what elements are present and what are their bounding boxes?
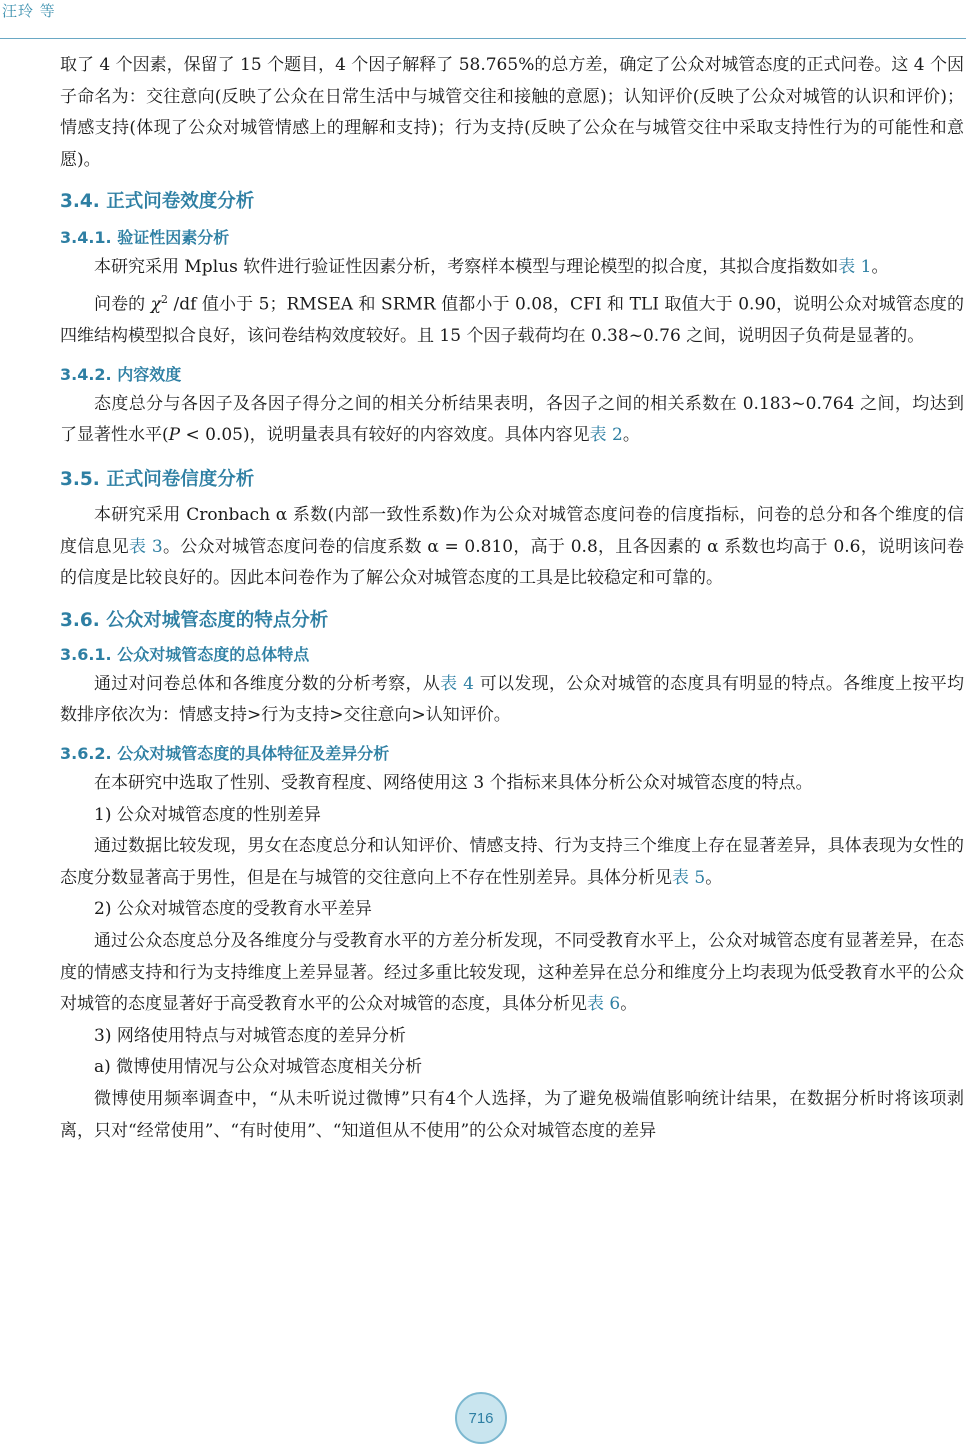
subsection-heading-3-6-1: 3.6.1. 公众对城管态度的总体特点: [60, 644, 310, 664]
subsection-heading-3-4-1: 3.4.1. 验证性因素分析: [60, 228, 230, 248]
paragraph-overall-features: [60, 669, 964, 732]
section-heading-3-5: 3.5. 正式问卷信度分析: [60, 469, 255, 490]
subsection-heading-3-6-2: 3.6.2. 公众对城管态度的具体特征及差异分析: [60, 743, 390, 763]
text-run: 本研究采用 Mplus 软件进行验证性因素分析，考察样本模型与理论模型的拟合度，其拟合度指数如: [94, 257, 839, 278]
section-heading-3-4: 3.4. 正式问卷效度分析: [60, 191, 255, 213]
paragraph-reliability: [60, 500, 964, 595]
paragraph-factor-summary: 取了 4 个因素，保留了 15 个题目，4 个因子解释了 58.765%的总方差，确定了公众对城管态度的正式问卷。这 4 个因子命名为：交往意向(反映了公众在日常生活中与城管交往和接触的意愿)；认知评价(反映了公众对城管的认识和评价)；情感支持(体现了公众对城管情感上的理解和支持)；行为支持(反映了公众在与城管交往中采取支持性行为的可能性和意愿)。: [60, 55, 964, 170]
text-run: 通过数据比较发现，男女在态度总分和认知评价、情感支持、行为支持三个维度上存在显著差异，具体表现为女性的态度分数显著高于男性，但是在与城管的交往意向上不存在性别差异。具体分析见: [60, 836, 964, 888]
table-link-6[interactable]: 表 6: [587, 994, 621, 1015]
text-run: 通过对问卷总体和各维度分数的分析考察，从: [94, 673, 441, 694]
list-item-gender: 1) 公众对城管态度的性别差异: [94, 804, 321, 825]
table-link-5[interactable]: 表 5: [672, 867, 706, 888]
table-link-1[interactable]: 表 1: [838, 257, 872, 278]
table-link-2[interactable]: 表 2: [589, 425, 623, 446]
paragraph-education-difference: [60, 926, 964, 1021]
text-run: 。公众对城管态度问卷的信度系数 α = 0.810，高于 0.8，且各因素的 α 系数也均高于 0.6，说明该问卷的信度是比较良好的。因此本问卷作为了解公众对城管态度的工具是比较稳定和可靠的。: [60, 536, 964, 589]
paragraph-cfa-result: [60, 284, 964, 353]
header-rule: [0, 38, 966, 39]
subsection-heading-3-4-2: 3.4.2. 内容效度: [60, 364, 182, 384]
text-run: 。: [622, 425, 640, 446]
page-number-badge: [455, 1392, 507, 1444]
chi-symbol: χ: [150, 294, 162, 315]
paragraph-gender-difference: [60, 831, 964, 894]
text-run: 问卷的: [94, 294, 151, 315]
paragraph-indicators: 在本研究中选取了性别、受教育程度、网络使用这 3 个指标来具体分析公众对城管态度的特点。: [94, 772, 813, 793]
page-number: 716: [468, 1409, 494, 1427]
list-item-education: 2) 公众对城管态度的受教育水平差异: [94, 899, 372, 920]
paragraph-content-validity: [60, 389, 964, 452]
text-run: 可以发现，公众对城管的态度具有明显的特点。各维度上按平均数排序依次为：情感支持>行为支持>交往意向>认知评价。: [60, 673, 965, 726]
text-run: 通过公众态度总分及各维度分与受教育水平的方差分析发现，不同受教育水平上，公众对城管态度有显著差异，在态度的情感支持和行为支持维度上差异显著。经过多重比较发现，这种差异在总分和维度分上均表现为低受教育水平的公众对城管的态度显著好于高受教育水平的公众对城管的态度，具体分析见: [60, 930, 964, 1015]
text-run: 。: [871, 257, 889, 278]
list-item-weibo: a) 微博使用情况与公众对城管态度相关分析: [94, 1057, 423, 1078]
text-run: 。: [705, 867, 723, 888]
table-link-3[interactable]: 表 3: [129, 536, 163, 557]
text-run: 态度总分与各因子及各因子得分之间的相关分析结果表明，各因子之间的相关系数在 0.183~0.764 之间，均达到了显著性水平(: [60, 393, 964, 446]
text-run: 本研究采用 Cronbach α 系数(内部一致性系数)作为公众对城管态度问卷的信度指标，问卷的总分和各个维度的信度信息见: [60, 505, 964, 557]
section-heading-3-6: 3.6. 公众对城管态度的特点分析: [60, 609, 329, 631]
text-run: 。: [620, 994, 638, 1015]
article-body: [60, 50, 964, 1147]
paragraph-cfa-method: [60, 252, 964, 284]
text-run: /df 值小于 5；RMSEA 和 SRMR 值都小于 0.08，CFI 和 TLI 取值大于 0.90，说明公众对城管态度的四维结构模型拟合良好，该问卷结构效度较好。且 15 个因子载荷均在 0.38~0.76 之间，说明因子负荷是显著的。: [60, 294, 964, 347]
running-head: 汪玲 等: [2, 2, 56, 20]
superscript: 2: [161, 292, 169, 306]
paragraph-weibo-frequency: 微博使用频率调查中，“从未听说过微博”只有4个人选择，为了避免极端值影响统计结果，在数据分析时将该项剥离，只对“经常使用”、“有时使用”、“知道但从不使用”的公众对城管态度的差异: [60, 1088, 964, 1141]
text-run: < 0.05)，说明量表具有较好的内容效度。具体内容见: [180, 425, 590, 446]
list-item-internet-use: 3) 网络使用特点与对城管态度的差异分析: [94, 1025, 406, 1046]
table-link-4[interactable]: 表 4: [440, 673, 474, 694]
p-symbol: P: [168, 425, 181, 446]
